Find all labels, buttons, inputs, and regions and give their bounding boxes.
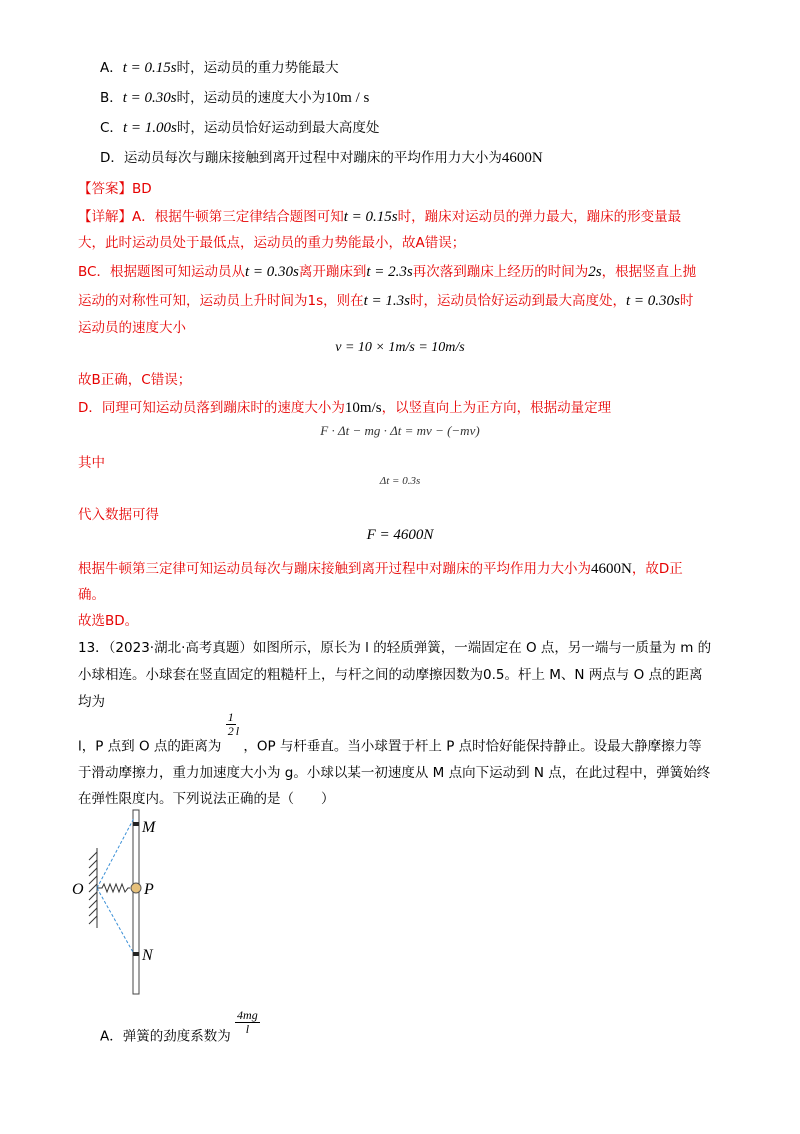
explain-substitute: 代入数据可得 (78, 507, 159, 523)
option-b: B．t = 0.30s时，运动员的速度大小为10m / s (100, 90, 370, 106)
explain-among: 其中 (78, 455, 105, 471)
marker-n (133, 952, 139, 956)
explain-conclusion-line1: 根据牛顿第三定律可知运动员每次与蹦床接触到离开过程中对蹦床的平均作用力大小为4600N，故D正 (78, 561, 683, 577)
q13-line6: 在弹性限度内。下列说法正确的是（ ） (78, 791, 335, 807)
label-m: M (142, 819, 156, 836)
explain-choose: 故选BD。 (78, 613, 139, 629)
explain-bc-line3: 运动员的速度大小 (78, 320, 186, 336)
spring (97, 884, 130, 892)
equation-momentum: F · Δt − mg · Δt = mv − (−mv) (320, 423, 480, 438)
explain-a-line1: 【详解】A．根据牛顿第三定律结合题图可知t = 0.15s时，蹦床对运动员的弹力最大，蹦床的形变量最 (78, 209, 682, 225)
explain-bc-line1: BC．根据题图可知运动员从t = 0.30s离开蹦床到t = 2.3s再次落到蹦床上经历的时间为2s，根据竖直上抛 (78, 264, 697, 280)
explain-conclusion-line2: 确。 (78, 587, 105, 603)
marker-m (133, 822, 139, 826)
explain-a-line2: 大，此时运动员处于最低点，运动员的重力势能最小，故A错误； (78, 235, 466, 251)
dashed-line-om (97, 818, 134, 888)
equation-velocity: v = 10 × 1m/s = 10m/s (335, 340, 465, 355)
dashed-line-on (97, 888, 134, 954)
explain-bc-line2: 运动的对称性可知，运动员上升时间为1s，则在t = 1.3s时，运动员恰好运动到最大高度处，t = 0.30s时 (78, 293, 694, 309)
wall-hatching (89, 852, 97, 924)
option-d: D．运动员每次与蹦床接触到离开过程中对蹦床的平均作用力大小为4600N (100, 150, 543, 166)
option-c: C．t = 1.00s时，运动员恰好运动到最大高度处 (100, 120, 380, 136)
explain-d-line1: D．同理可知运动员落到蹦床时的速度大小为10m/s，以竖直向上为正方向，根据动量定理 (78, 400, 612, 416)
label-n: N (142, 947, 153, 964)
equation-dt: Δt = 0.3s (379, 475, 421, 487)
q13-line2: 小球相连。小球套在竖直固定的粗糙杆上，与杆之间的动摩擦因数为0.5。杆上 M、N 两点与 O 点的距离 (78, 667, 703, 683)
label-p: P (144, 881, 154, 898)
option-a: A．t = 0.15s时，运动员的重力势能最大 (100, 60, 339, 76)
fraction-4mg-over-l: $\frac{4mg}{l}$ (237, 1008, 258, 1036)
explain-b-right: 故B正确，C错误； (78, 372, 192, 388)
q13-option-a: A．弹簧的劲度系数为 $\frac{4mg}{l}$ (100, 1008, 258, 1045)
answer: 【答案】BD (78, 181, 152, 197)
q13-line1: 13．（2023·湖北·高考真题）如图所示，原长为 l 的轻质弹簧，一端固定在 O 点，另一端与一质量为 m 的 (78, 640, 712, 656)
ball (131, 883, 141, 893)
label-o: O (72, 881, 84, 898)
fraction-half-l: $\frac{1}{2}$ (227, 710, 234, 738)
spring-rod-figure (70, 808, 190, 998)
q13-line5: 于滑动摩擦力，重力加速度大小为 g。小球以某一初速度从 M 点向下运动到 N 点，在此过程中，弹簧始终 (78, 765, 711, 781)
vertical-rod (133, 810, 139, 994)
q13-line4: l，P 点到 O 点的距离为 $\frac{1}{2}$ l ，OP 与杆垂直。当小球置于杆上 P 点时恰好能保持静止。设最大静摩擦力等 (78, 710, 702, 755)
q13-line3: 均为 (78, 694, 105, 710)
equation-force: F = 4600N (366, 527, 434, 543)
